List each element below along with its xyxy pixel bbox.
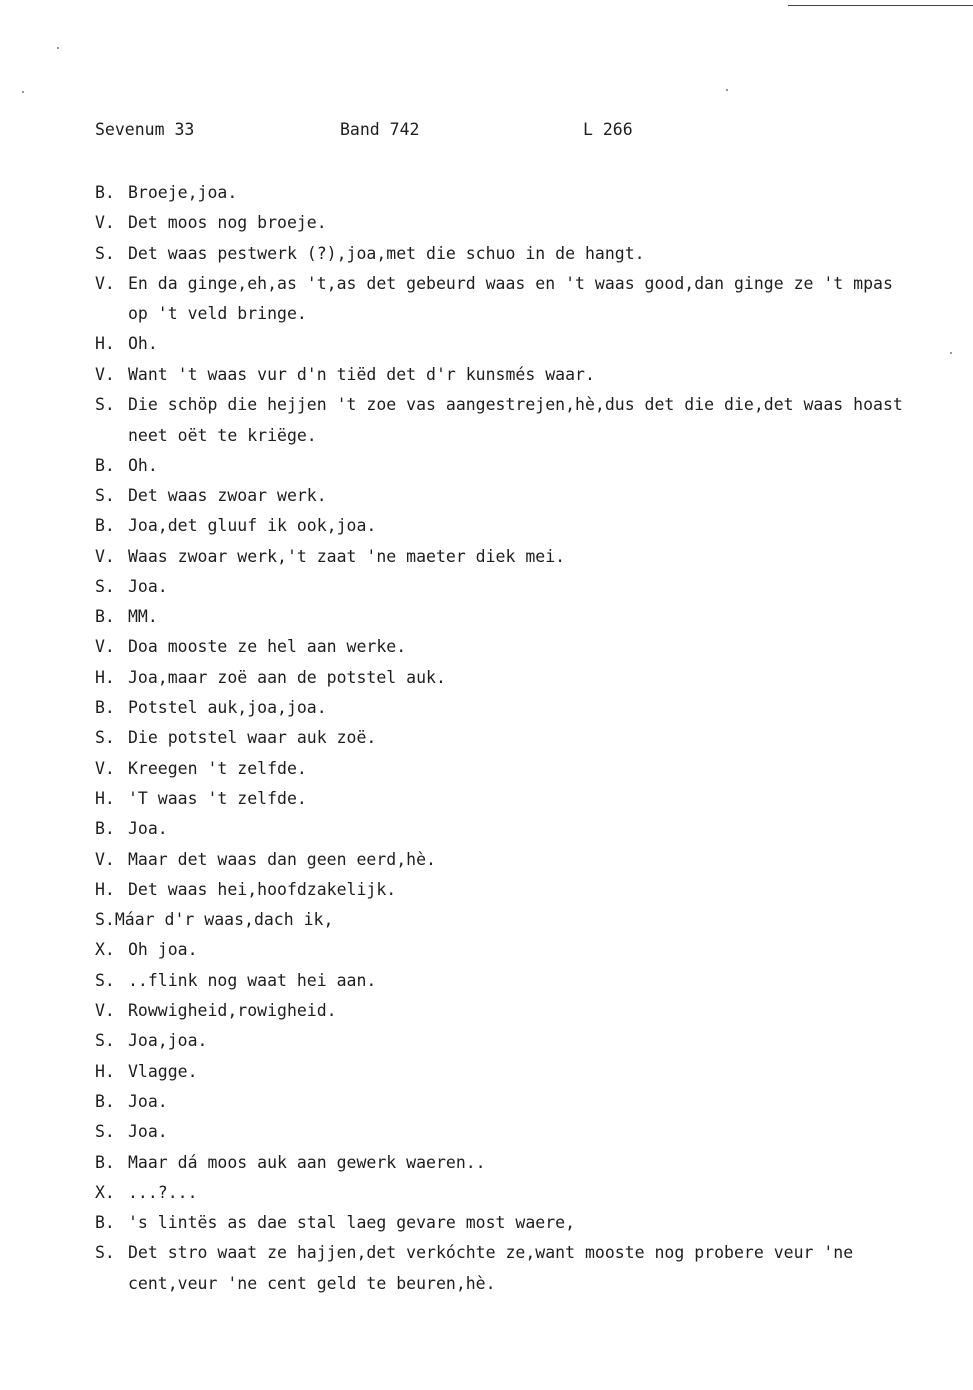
speaker-label: B.: [95, 607, 115, 627]
speaker-label: B.: [95, 698, 115, 718]
transcript-line: [95, 1181, 915, 1211]
transcript-line: [95, 211, 915, 241]
speaker-label: S.: [95, 243, 115, 263]
transcript-line: [95, 666, 915, 696]
utterance-text: Joa.: [128, 1122, 168, 1142]
speaker-label: S.: [95, 576, 115, 596]
utterance-text: Die potstel waar auk zoë.: [128, 728, 377, 748]
speaker-label: B.: [95, 516, 115, 536]
page-header: [0, 120, 973, 144]
transcript-line: [95, 787, 915, 817]
speaker-label: S.: [95, 970, 115, 990]
top-rule: [788, 5, 973, 6]
transcript-line: [95, 817, 915, 847]
transcript-line: [95, 848, 915, 878]
speaker-label: H.: [95, 667, 115, 687]
utterance-text: Joa,joa.: [128, 1031, 208, 1051]
utterance-text: Die schöp die hejjen 't zoe vas aangestrejen,hè,dus det die die,det waas hoast neet oët te kriëge.: [128, 395, 913, 445]
utterance-text: Det stro waat ze hajjen,det verkóchte ze,want mooste nog probere veur 'ne cent,veur 'ne cent geld te beuren,hè.: [128, 1243, 864, 1293]
speaker-label: X.: [95, 1182, 115, 1202]
transcript-line: [95, 575, 915, 605]
transcript-line: [95, 1151, 915, 1181]
speaker-label: S.: [95, 1243, 115, 1263]
speaker-label: H.: [95, 334, 115, 354]
scan-speck: [22, 91, 24, 93]
utterance-text: Vlagge.: [128, 1061, 198, 1081]
utterance-text: Maar dá moos auk aan gewerk waeren..: [128, 1152, 486, 1172]
transcript-line: [95, 514, 915, 544]
speaker-label: V.: [95, 1001, 115, 1021]
transcript-line: [95, 1029, 915, 1059]
utterance-text: Want 't waas vur d'n tiëd det d'r kunsmés waar.: [128, 364, 595, 384]
scan-speck: [57, 47, 59, 49]
transcript-line: [95, 1120, 915, 1150]
speaker-label: V.: [95, 849, 115, 869]
transcript-line: [95, 272, 915, 333]
speaker-label: V.: [95, 637, 115, 657]
speaker-label: V.: [95, 213, 115, 233]
utterance-text: Joa,maar zoë aan de potstel auk.: [128, 667, 446, 687]
transcript-line: [95, 635, 915, 665]
utterance-text: Potstel auk,joa,joa.: [128, 698, 327, 718]
utterance-text: Joa.: [128, 819, 168, 839]
speaker-label: B.: [95, 455, 115, 475]
utterance-text: Maar det waas dan geen eerd,hè.: [128, 849, 436, 869]
transcript-line: [95, 1060, 915, 1090]
transcript-line: [95, 605, 915, 635]
utterance-text: Rowwigheid,rowigheid.: [128, 1001, 337, 1021]
speaker-label: H.: [95, 1061, 115, 1081]
utterance-text: Det moos nog broeje.: [128, 213, 327, 233]
transcript-line: [95, 484, 915, 514]
utterance-text: 'T waas 't zelfde.: [128, 788, 307, 808]
utterance-text: 's lintës as dae stal laeg gevare most waere,: [128, 1213, 576, 1233]
transcript-line: [95, 969, 915, 999]
transcript-line: [95, 1241, 915, 1302]
transcript-line: [95, 938, 915, 968]
transcript-line: [95, 757, 915, 787]
speaker-label: H.: [95, 879, 115, 899]
header-location: Sevenum 33: [95, 120, 195, 139]
utterance-text: Joa,det gluuf ik ook,joa.: [128, 516, 377, 536]
speaker-label: V.: [95, 364, 115, 384]
speaker-label: S.: [95, 1031, 115, 1051]
utterance-text: Kreegen 't zelfde.: [128, 758, 307, 778]
scan-speck: [726, 89, 728, 91]
speaker-label: B.: [95, 1091, 115, 1111]
utterance-text: ...?...: [128, 1182, 198, 1202]
speaker-label: V.: [95, 546, 115, 566]
transcript-line: [95, 726, 915, 756]
speaker-label: S.: [95, 485, 115, 505]
utterance-text: MM.: [128, 607, 158, 627]
transcript-line: [95, 908, 915, 938]
transcript-line: [95, 696, 915, 726]
header-band: Band 742: [340, 120, 420, 139]
utterance-text: Oh.: [128, 455, 158, 475]
transcript-line: [95, 181, 915, 211]
speaker-label: S.: [95, 395, 115, 415]
utterance-text: Joa.: [128, 1091, 168, 1111]
transcript-line: [95, 545, 915, 575]
utterance-text: Oh joa.: [128, 940, 198, 960]
speaker-label: B.: [95, 1213, 115, 1233]
utterance-text: ..flink nog waat hei aan.: [128, 970, 377, 990]
utterance-text: Det waas hei,hoofdzakelijk.: [128, 879, 397, 899]
utterance-text: S.Máar d'r waas,dach ik,: [95, 910, 334, 930]
speaker-label: V.: [95, 758, 115, 778]
speaker-label: B.: [95, 819, 115, 839]
transcript-line: [95, 454, 915, 484]
utterance-text: Det waas pestwerk (?),joa,met die schuo in de hangt.: [128, 243, 645, 263]
header-page-ref: L 266: [583, 120, 633, 139]
transcript-line: [95, 393, 915, 454]
speaker-label: S.: [95, 728, 115, 748]
transcript-line: [95, 878, 915, 908]
utterance-text: Broeje,joa.: [128, 183, 238, 202]
speaker-label: B.: [95, 183, 115, 202]
speaker-label: H.: [95, 788, 115, 808]
speaker-label: X.: [95, 940, 115, 960]
speaker-label: V.: [95, 273, 115, 293]
utterance-text: Waas zwoar werk,'t zaat 'ne maeter diek mei.: [128, 546, 566, 566]
transcript-line: [95, 363, 915, 393]
utterance-text: Doa mooste ze hel aan werke.: [128, 637, 407, 657]
speaker-label: S.: [95, 1122, 115, 1142]
speaker-label: B.: [95, 1152, 115, 1172]
transcript-line: [95, 999, 915, 1029]
transcript: [95, 181, 915, 1302]
utterance-text: Joa.: [128, 576, 168, 596]
utterance-text: Oh.: [128, 334, 158, 354]
transcript-line: [95, 332, 915, 362]
scan-speck: [950, 352, 952, 354]
transcript-line: [95, 242, 915, 272]
utterance-text: Det waas zwoar werk.: [128, 485, 327, 505]
transcript-line: [95, 1211, 915, 1241]
transcript-line: [95, 1090, 915, 1120]
utterance-text: En da ginge,eh,as 't,as det gebeurd waas en 't waas good,dan ginge ze 't mpas op 't veld bringe.: [128, 273, 903, 324]
